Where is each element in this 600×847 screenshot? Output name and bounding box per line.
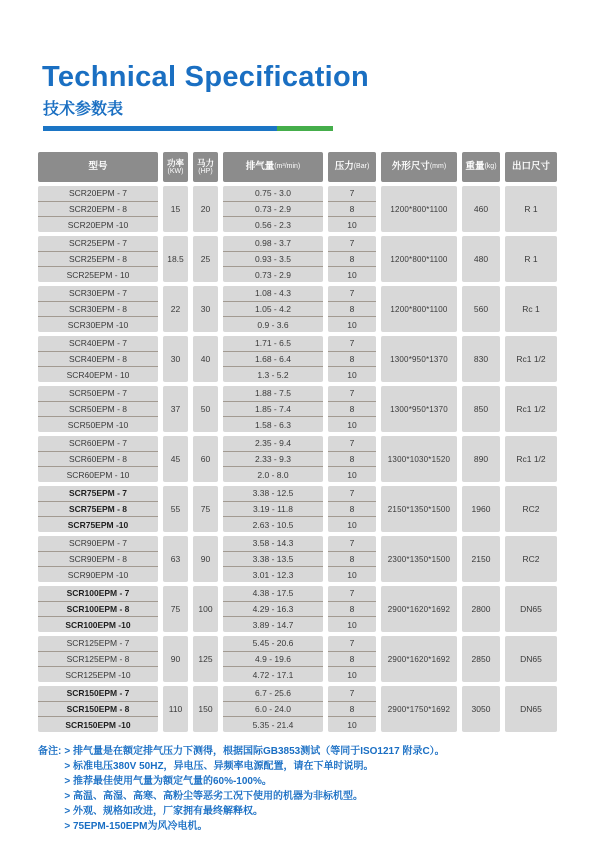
- cell-flow: [223, 186, 323, 232]
- cell-power: 90: [163, 636, 188, 682]
- cell-model: [38, 286, 158, 332]
- underline-blue-bar: [43, 126, 277, 131]
- cell-outlet: Rc1 1/2: [505, 386, 557, 432]
- cell-flow: [223, 386, 323, 432]
- column-header-weight: [462, 152, 500, 182]
- cell-dims: 1200*800*1100: [381, 236, 457, 282]
- cell-outlet: Rc 1: [505, 286, 557, 332]
- pressure-value: 8: [328, 401, 376, 417]
- model-value: SCR75EPM - 8: [38, 501, 158, 517]
- column-header-flow: [223, 152, 323, 182]
- model-value: SCR125EPM - 7: [66, 638, 130, 649]
- cell-hp: 50: [193, 386, 218, 432]
- cell-weight: 3050: [462, 686, 500, 732]
- cell-weight: 2150: [462, 536, 500, 582]
- cell-weight: 850: [462, 386, 500, 432]
- pressure-value: 10: [328, 316, 376, 332]
- flow-value: 3.38 - 12.5: [252, 488, 294, 499]
- model-value: SCR150EPM - 8: [38, 701, 158, 717]
- cell-pressure: [328, 486, 376, 532]
- flow-value: 1.88 - 7.5: [255, 388, 291, 399]
- notes-list: [64, 744, 568, 834]
- model-value: SCR50EPM -10: [38, 416, 158, 432]
- flow-value: 1.58 - 6.3: [223, 416, 323, 432]
- column-header-title: 外形尺寸: [391, 161, 430, 173]
- column-header-title: 压力: [334, 161, 354, 173]
- cell-flow: [223, 436, 323, 482]
- pressure-value: 7: [349, 438, 355, 449]
- pressure-value: 8: [328, 651, 376, 667]
- flow-value: 2.0 - 8.0: [223, 466, 323, 482]
- table-row-group: [38, 286, 559, 332]
- flow-value: 6.0 - 24.0: [223, 701, 323, 717]
- model-value: SCR50EPM - 8: [38, 401, 158, 417]
- flow-value: 4.38 - 17.5: [252, 588, 294, 599]
- flow-value: 6.7 - 25.6: [255, 688, 291, 699]
- cell-model: [38, 536, 158, 582]
- table-row-group: [38, 386, 559, 432]
- model-value: SCR25EPM - 7: [68, 238, 128, 249]
- cell-hp: 25: [193, 236, 218, 282]
- pressure-value: 7: [349, 688, 355, 699]
- pressure-value: 7: [349, 238, 355, 249]
- cell-pressure: [328, 536, 376, 582]
- model-value: SCR25EPM - 10: [38, 266, 158, 282]
- cell-model: [38, 386, 158, 432]
- cell-model: [38, 486, 158, 532]
- flow-value: 1.08 - 4.3: [255, 288, 291, 299]
- table-row-group: [38, 236, 559, 282]
- model-value: SCR40EPM - 8: [38, 351, 158, 367]
- title-underline: [43, 126, 333, 131]
- column-header-title: 型号: [88, 161, 108, 173]
- pressure-value: 8: [328, 601, 376, 617]
- flow-value: 4.72 - 17.1: [223, 666, 323, 682]
- model-value: SCR125EPM - 8: [38, 651, 158, 667]
- pressure-value: 10: [328, 566, 376, 582]
- column-header-title: 马力: [196, 157, 214, 168]
- cell-model: [38, 436, 158, 482]
- flow-value: 3.58 - 14.3: [252, 538, 294, 549]
- flow-value: 3.01 - 12.3: [223, 566, 323, 582]
- column-header-title: 功率: [166, 157, 184, 168]
- pressure-value: 7: [349, 538, 355, 549]
- cell-flow: [223, 586, 323, 632]
- cell-dims: 1200*800*1100: [381, 286, 457, 332]
- cell-power: 45: [163, 436, 188, 482]
- flow-value: 2.33 - 9.3: [223, 451, 323, 467]
- pressure-value: 7: [349, 188, 355, 199]
- cell-weight: 830: [462, 336, 500, 382]
- cell-weight: 2850: [462, 636, 500, 682]
- cell-hp: 40: [193, 336, 218, 382]
- flow-value: 0.75 - 3.0: [255, 188, 291, 199]
- flow-value: 1.3 - 5.2: [223, 366, 323, 382]
- underline-green-bar: [277, 126, 333, 131]
- pressure-value: 8: [328, 251, 376, 267]
- cell-hp: 30: [193, 286, 218, 332]
- note-line: > 外观、规格如改进，厂家拥有最终解释权。: [64, 806, 263, 817]
- flow-value: 1.68 - 6.4: [223, 351, 323, 367]
- cell-pressure: [328, 336, 376, 382]
- pressure-value: 8: [328, 351, 376, 367]
- model-value: SCR30EPM - 7: [68, 288, 128, 299]
- cell-weight: 460: [462, 186, 500, 232]
- flow-value: 4.9 - 19.6: [223, 651, 323, 667]
- cell-pressure: [328, 186, 376, 232]
- model-value: SCR100EPM - 8: [38, 601, 158, 617]
- flow-value: 0.93 - 3.5: [223, 251, 323, 267]
- cell-flow: [223, 486, 323, 532]
- cell-hp: 75: [193, 486, 218, 532]
- pressure-value: 10: [328, 516, 376, 532]
- model-value: SCR150EPM -10: [38, 716, 158, 732]
- cell-power: 22: [163, 286, 188, 332]
- flow-value: 0.73 - 2.9: [223, 201, 323, 217]
- pressure-value: 10: [328, 666, 376, 682]
- flow-value: 3.19 - 11.8: [223, 501, 323, 517]
- notes-section: [38, 744, 568, 834]
- cell-outlet: RC2: [505, 536, 557, 582]
- cell-model: [38, 236, 158, 282]
- table-header-row: [38, 152, 559, 182]
- cell-outlet: Rc1 1/2: [505, 336, 557, 382]
- table-row-group: [38, 686, 559, 732]
- cell-outlet: DN65: [505, 586, 557, 632]
- cell-dims: 1200*800*1100: [381, 186, 457, 232]
- pressure-value: 8: [328, 201, 376, 217]
- pressure-value: 7: [349, 488, 355, 499]
- column-header-title: 重量: [465, 161, 485, 173]
- pressure-value: 10: [328, 466, 376, 482]
- cell-hp: 60: [193, 436, 218, 482]
- cell-dims: 2300*1350*1500: [381, 536, 457, 582]
- column-header-unit: (mm): [429, 163, 447, 171]
- pressure-value: 10: [328, 266, 376, 282]
- model-value: SCR25EPM - 8: [38, 251, 158, 267]
- cell-weight: 560: [462, 286, 500, 332]
- model-value: SCR60EPM - 8: [38, 451, 158, 467]
- flow-value: 5.45 - 20.6: [252, 638, 294, 649]
- note-line: > 高温、高湿、高寒、高粉尘等恶劣工况下使用的机器为非标机型。: [64, 791, 363, 802]
- pressure-value: 10: [328, 716, 376, 732]
- notes-label: 备注:: [38, 746, 62, 757]
- cell-model: [38, 636, 158, 682]
- cell-flow: [223, 686, 323, 732]
- column-header-dims: [381, 152, 457, 182]
- cell-pressure: [328, 236, 376, 282]
- flow-value: 0.98 - 3.7: [255, 238, 291, 249]
- cell-hp: 20: [193, 186, 218, 232]
- pressure-value: 7: [349, 338, 355, 349]
- model-value: SCR40EPM - 10: [38, 366, 158, 382]
- cell-flow: [223, 336, 323, 382]
- cell-power: 15: [163, 186, 188, 232]
- cell-pressure: [328, 286, 376, 332]
- title-block: [42, 60, 369, 131]
- pressure-value: 8: [328, 501, 376, 517]
- cell-weight: 890: [462, 436, 500, 482]
- page-title: Technical Specification: [42, 61, 370, 93]
- cell-dims: 2150*1350*1500: [381, 486, 457, 532]
- pressure-value: 7: [349, 288, 355, 299]
- column-header-title: 排气量: [245, 161, 275, 173]
- cell-dims: 1300*1030*1520: [381, 436, 457, 482]
- cell-weight: 480: [462, 236, 500, 282]
- table-row-group: [38, 486, 559, 532]
- cell-model: [38, 686, 158, 732]
- pressure-value: 10: [328, 416, 376, 432]
- cell-flow: [223, 536, 323, 582]
- model-value: SCR60EPM - 10: [38, 466, 158, 482]
- column-header-power: [163, 152, 188, 182]
- cell-dims: 2900*1620*1692: [381, 586, 457, 632]
- flow-value: 2.35 - 9.4: [255, 438, 291, 449]
- flow-value: 2.63 - 10.5: [223, 516, 323, 532]
- model-value: SCR100EPM -10: [38, 616, 158, 632]
- model-value: SCR75EPM - 7: [68, 488, 128, 499]
- column-header-hp: [193, 152, 218, 182]
- column-header-unit: (m³/min): [274, 163, 301, 171]
- model-value: SCR20EPM -10: [38, 216, 158, 232]
- table-row-group: [38, 186, 559, 232]
- flow-value: 0.56 - 2.3: [223, 216, 323, 232]
- table-row-group: [38, 586, 559, 632]
- model-value: SCR75EPM -10: [38, 516, 158, 532]
- note-line: > 排气量是在额定排气压力下测得，根据国际GB3853测试（等同于ISO1217 附录C）。: [64, 746, 445, 757]
- model-value: SCR30EPM - 8: [38, 301, 158, 317]
- cell-power: 37: [163, 386, 188, 432]
- cell-power: 75: [163, 586, 188, 632]
- pressure-value: 7: [349, 388, 355, 399]
- cell-pressure: [328, 686, 376, 732]
- table-row-group: [38, 636, 559, 682]
- cell-power: 18.5: [163, 236, 188, 282]
- table-row-group: [38, 436, 559, 482]
- cell-hp: 125: [193, 636, 218, 682]
- note-line: > 标准电压380V 50HZ，异电压、异频率电源配置，请在下单时说明。: [64, 761, 374, 772]
- model-value: SCR90EPM -10: [38, 566, 158, 582]
- pressure-value: 10: [328, 366, 376, 382]
- flow-value: 3.38 - 13.5: [223, 551, 323, 567]
- pressure-value: 8: [328, 301, 376, 317]
- pressure-value: 7: [349, 638, 355, 649]
- cell-power: 30: [163, 336, 188, 382]
- pressure-value: 8: [328, 551, 376, 567]
- cell-model: [38, 586, 158, 632]
- column-header-outlet: [505, 152, 557, 182]
- cell-power: 110: [163, 686, 188, 732]
- cell-dims: 2900*1620*1692: [381, 636, 457, 682]
- model-value: SCR20EPM - 7: [68, 188, 128, 199]
- column-header-unit: (HP): [198, 167, 213, 175]
- flow-value: 0.9 - 3.6: [223, 316, 323, 332]
- flow-value: 3.89 - 14.7: [223, 616, 323, 632]
- pressure-value: 8: [328, 701, 376, 717]
- cell-hp: 90: [193, 536, 218, 582]
- cell-flow: [223, 236, 323, 282]
- cell-outlet: DN65: [505, 636, 557, 682]
- model-value: SCR125EPM -10: [38, 666, 158, 682]
- model-value: SCR150EPM - 7: [66, 688, 130, 699]
- cell-hp: 150: [193, 686, 218, 732]
- model-value: SCR100EPM - 7: [66, 588, 130, 599]
- model-value: SCR40EPM - 7: [68, 338, 128, 349]
- cell-dims: 1300*950*1370: [381, 336, 457, 382]
- flow-value: 4.29 - 16.3: [223, 601, 323, 617]
- flow-value: 1.85 - 7.4: [223, 401, 323, 417]
- cell-outlet: Rc1 1/2: [505, 436, 557, 482]
- pressure-value: 7: [349, 588, 355, 599]
- note-line: > 推荐最佳使用气量为额定气量的60%-100%。: [64, 776, 272, 787]
- column-header-model: [38, 152, 158, 182]
- cell-pressure: [328, 436, 376, 482]
- cell-outlet: DN65: [505, 686, 557, 732]
- cell-dims: 2900*1750*1692: [381, 686, 457, 732]
- cell-weight: 2800: [462, 586, 500, 632]
- cell-flow: [223, 286, 323, 332]
- model-value: SCR90EPM - 8: [38, 551, 158, 567]
- table-row-group: [38, 536, 559, 582]
- cell-flow: [223, 636, 323, 682]
- cell-model: [38, 336, 158, 382]
- pressure-value: 10: [328, 616, 376, 632]
- cell-outlet: RC2: [505, 486, 557, 532]
- cell-pressure: [328, 636, 376, 682]
- model-value: SCR90EPM - 7: [68, 538, 128, 549]
- model-value: SCR30EPM -10: [38, 316, 158, 332]
- cell-power: 63: [163, 536, 188, 582]
- model-value: SCR50EPM - 7: [68, 388, 128, 399]
- table-row-group: [38, 336, 559, 382]
- cell-dims: 1300*950*1370: [381, 386, 457, 432]
- column-header-unit: (Bar): [353, 163, 370, 171]
- page-subtitle: 技术参数表: [43, 101, 124, 118]
- flow-value: 5.35 - 21.4: [223, 716, 323, 732]
- note-line: > 75EPM-150EPM为风冷电机。: [64, 821, 208, 832]
- cell-outlet: R 1: [505, 236, 557, 282]
- cell-pressure: [328, 586, 376, 632]
- spec-table: [38, 152, 559, 736]
- pressure-value: 10: [328, 216, 376, 232]
- cell-model: [38, 186, 158, 232]
- model-value: SCR20EPM - 8: [38, 201, 158, 217]
- column-header-unit: (kg): [484, 163, 497, 171]
- cell-weight: 1960: [462, 486, 500, 532]
- pressure-value: 8: [328, 451, 376, 467]
- model-value: SCR60EPM - 7: [68, 438, 128, 449]
- column-header-unit: (KW): [167, 167, 184, 175]
- cell-outlet: R 1: [505, 186, 557, 232]
- column-header-title: 出口尺寸: [511, 161, 550, 173]
- flow-value: 1.71 - 6.5: [255, 338, 291, 349]
- cell-hp: 100: [193, 586, 218, 632]
- flow-value: 1.05 - 4.2: [223, 301, 323, 317]
- cell-power: 55: [163, 486, 188, 532]
- flow-value: 0.73 - 2.9: [223, 266, 323, 282]
- column-header-pressure: [328, 152, 376, 182]
- cell-pressure: [328, 386, 376, 432]
